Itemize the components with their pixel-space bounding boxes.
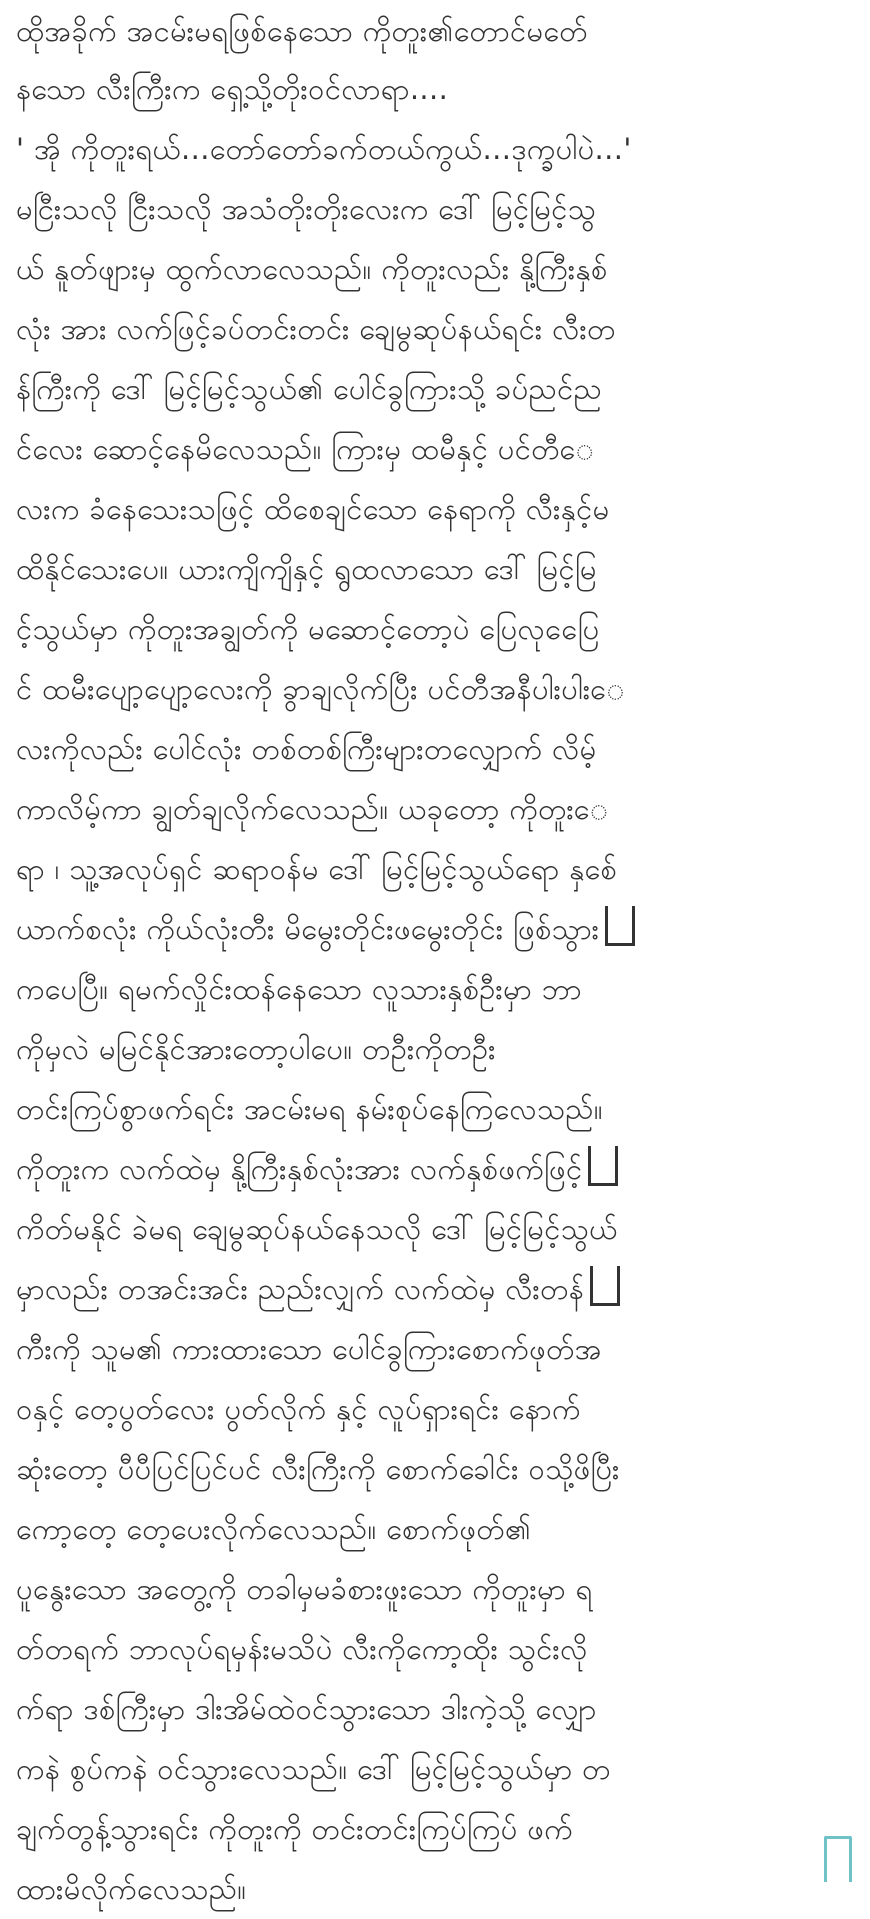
text-line: ထိနိုင်သေးပေ။ ယားကျိကျိနှင့် ရွထလာသော ဒေါ် မြင့်မြ: [16, 552, 597, 586]
text-line: ချက်တွန့်သွားရင်း ကိုတူးကို တင်းတင်းကြပ်ကြပ် ဖက်: [16, 1812, 574, 1846]
text-line: ထိုအခိုက် အငမ်းမရဖြစ်နေသော ကိုတူး၏တောင်မတ်ေ: [16, 14, 588, 48]
missing-glyph-icon: [605, 906, 635, 946]
text-line: နသော လီးကြီးက ရှေ့သို့တိုးဝင်လာရာ....: [16, 72, 449, 106]
text-line: ကနဲ စွပ်ကနဲ ဝင်သွားလေသည်။ ဒေါ် မြင့်မြင့်သွယ်မှာ တ: [16, 1752, 611, 1786]
text-line: ထားမိလိုက်လေသည်။: [16, 1872, 247, 1906]
text-line: ကိတ်မနိုင် ခဲမရ ချေမွဆုပ်နယ်နေသလို ဒေါ် မြင့်မြင့်သွယ်: [16, 1212, 618, 1246]
text-line: လးက ခံနေသေးသဖြင့် ထိစေချင်သော နေရာကို လီးနှင့်မ: [16, 492, 610, 526]
text-line: ပူနွေးသော အတွေ့ကို တခါမှမခံစားဖူးသော ကိုတူးမှာ ရ: [16, 1572, 593, 1606]
text-line-content: မှာလည်း တအင်းအင်း ညည်းလျှက် လက်ထဲမှ လီးတန်: [16, 1272, 585, 1306]
text-line-with-glyph: [16, 1259, 862, 1319]
text-line-content: ယာက်စလုံး ကိုယ်လုံးတီး မိမွေးတိုင်းဖမွေးတိုင်း ဖြစ်သွား: [16, 912, 600, 946]
story-text: [16, 0, 862, 1919]
text-line-with-glyph: [16, 899, 862, 959]
text-line: ကာလိမ့်ကာ ချွတ်ချလိုက်လေသည်။ ယခုတော့ ကိုတူးေ: [16, 792, 609, 826]
text-line: ကော့တေ့ တေ့ပေးလိုက်လေသည်။ စောက်ဖုတ်၏: [16, 1512, 532, 1546]
text-line: တ်တရက် ဘာလုပ်ရမှန်းမသိပဲ လီးကိုကော့ထိုး သွင်းလို: [16, 1632, 588, 1666]
text-line: င် ထမီးပျော့ပျော့လေးကို ခွာချလိုက်ပြီး ပင်တီအနီပါးပါးေ: [16, 672, 625, 706]
text-line: ယ် နူတ်ဖျားမှ ထွက်လာလေသည်။ ကိုတူးလည်း နို့ကြီးနှစ်: [16, 252, 608, 286]
text-line: မငြီးသလို ငြီးသလို အသံတိုးတိုးလေးက ဒေါ် မြင့်မြင့်သွ: [16, 192, 597, 226]
text-line: ကပေပြီ။ ရမက်လှိုင်းထန်နေသော လူသားနှစ်ဦးမှာ ဘာ: [16, 972, 582, 1006]
text-line: န်ကြီးကို ဒေါ် မြင့်မြင့်သွယ်၏ ပေါင်ခွကြားသို့ ခပ်ညင်ည: [16, 372, 603, 406]
missing-glyph-icon: [590, 1266, 620, 1306]
text-line: ဝနှင့် တေ့ပွတ်လေး ပွတ်လိုက် နှင့် လူပ်ရှားရင်း နောက်: [16, 1392, 581, 1426]
text-line: လုံး အား လက်ဖြင့်ခပ်တင်းတင်း ချေမွဆုပ်နယ်ရင်း လီးတ: [16, 312, 616, 346]
text-line: တင်းကြပ်စွာဖက်ရင်း အငမ်းမရ နမ်းစုပ်နေကြလေသည်။: [16, 1092, 604, 1126]
missing-glyph-icon: [824, 1836, 852, 1882]
text-line: င့်သွယ်မှာ ကိုတူးအချွတ်ကို မဆောင့်တော့ပဲ ပြေလုပြေေ: [16, 612, 600, 646]
text-line: ကီးကို သူမ၏ ကားထားသော ပေါင်ခွကြားစောက်ဖုတ်အ: [16, 1332, 602, 1366]
text-line: င်လေး ဆောင့်နေမိလေသည်။ ကြားမှ ထမီနှင့် ပင်တီေ: [16, 432, 595, 466]
text-line: ရာ ၊ သူ့အလုပ်ရှင် ဆရာဝန်မ ဒေါ် မြင့်မြင့်သွယ်ရော နှစ်ေ: [16, 852, 618, 886]
missing-glyph-icon: [588, 1146, 618, 1186]
text-line: ' အို ကိုတူးရယ်...တော်တော်ခက်တယ်ကွယ်...ဒုက္ခပါပဲ...': [16, 132, 632, 166]
text-line: က်ရာ ဒစ်ကြီးမှာ ဒါးအိမ်ထဲဝင်သွားသော ဒါးကဲ့သို့ လျှော: [16, 1692, 597, 1726]
text-line-content: ကိုတူးက လက်ထဲမှ နို့ကြီးနှစ်လုံးအား လက်နှစ်ဖက်ဖြင့်: [16, 1152, 583, 1186]
text-line: ကိုမှလဲ မမြင်နိုင်အားတော့ပါပေ။ တဦးကိုတဦး: [16, 1032, 496, 1066]
text-line: ဆုံးတော့ ပီပီပြင်ပြင်ပင် လီးကြီးကို စောက်ခေါင်း ဝသို့ဖိပြီး: [16, 1452, 620, 1486]
text-line-with-glyph: [16, 1139, 862, 1199]
text-line: လးကိုလည်း ပေါင်လုံး တစ်တစ်ကြီးများတလျှောက် လိမ့်: [16, 732, 597, 766]
